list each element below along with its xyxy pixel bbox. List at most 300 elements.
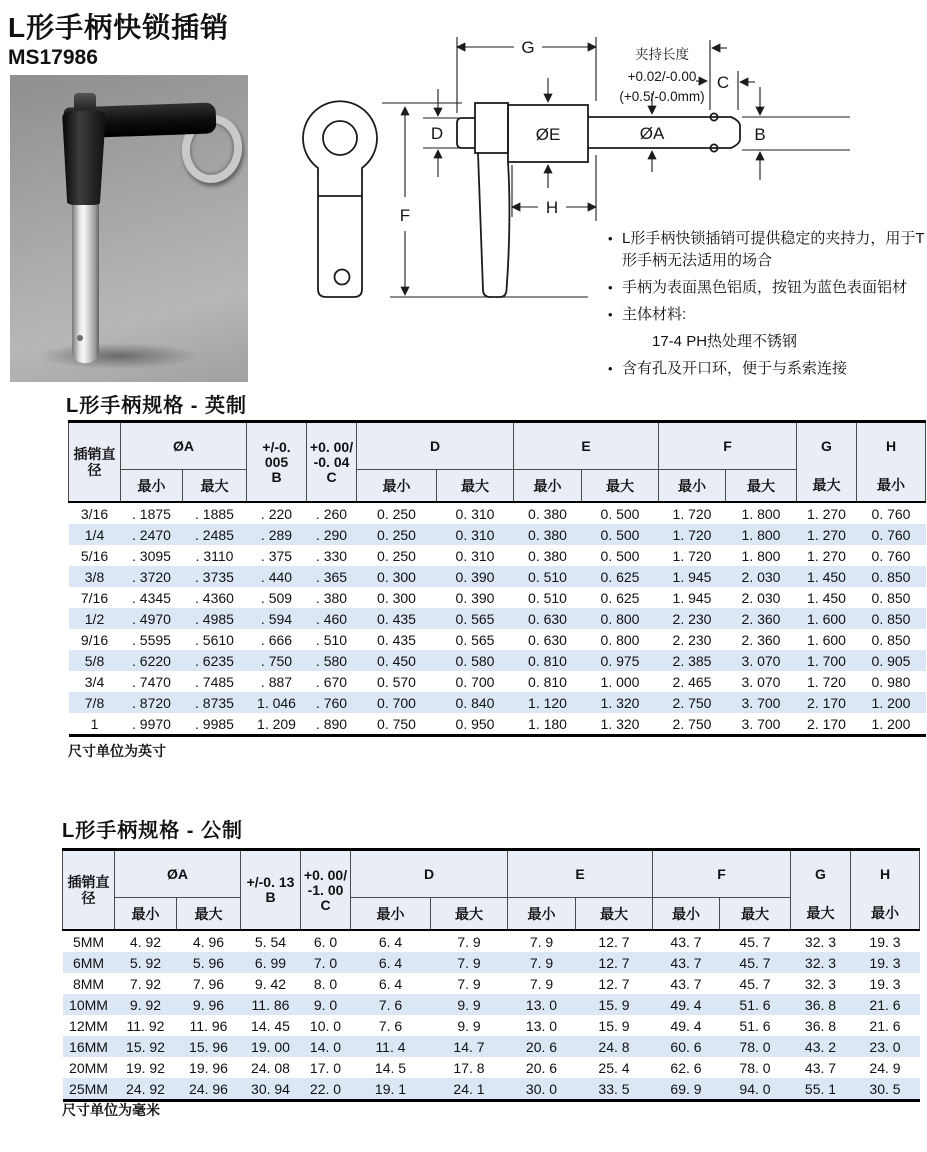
table-cell: 19. 96: [189, 1059, 228, 1076]
table-cell: 22. 0: [309, 1080, 342, 1097]
table-cell: 7. 92: [129, 975, 162, 992]
table-cell: 1. 120: [528, 694, 567, 711]
table-cell: 1. 800: [741, 526, 781, 543]
dim-label-d: D: [430, 124, 444, 143]
table-cell: 0. 905: [871, 652, 911, 669]
table-cell: 13. 0: [525, 1017, 558, 1034]
table-row: [69, 692, 926, 713]
table-cell: 2. 030: [741, 589, 781, 606]
table-cell: 0. 700: [377, 694, 416, 711]
table-cell: 25. 4: [598, 1059, 630, 1076]
b-tolerance: +/-0. 13: [246, 874, 295, 890]
table-cell: . 6220: [132, 652, 171, 669]
table-cell: 45. 7: [720, 930, 791, 952]
handle-side-view: [303, 101, 377, 297]
table-cell: . 365: [315, 568, 348, 585]
table-cell: . 1885: [183, 502, 247, 524]
table-cell: 0. 580: [455, 652, 495, 669]
table-cell: 14. 5: [374, 1059, 407, 1076]
table-cell: 5/8: [84, 652, 105, 669]
table-cell: 15. 96: [189, 1038, 228, 1055]
table-cell: 1. 270: [807, 526, 846, 543]
col-header-h: H: [851, 850, 920, 898]
table-cell: 7. 9: [431, 930, 508, 952]
table-cell: 1. 800: [726, 502, 797, 524]
col-header-g: G: [791, 850, 851, 898]
table-cell: 17. 0: [309, 1059, 342, 1076]
table-cell: 0. 800: [600, 631, 640, 648]
table-cell: 0. 435: [377, 610, 416, 627]
table-cell: 21. 6: [869, 996, 901, 1013]
table-cell: 1. 700: [807, 652, 846, 669]
table-cell: . 1875: [121, 502, 183, 524]
table-cell: 2. 230: [672, 610, 712, 627]
table-cell: . 4985: [195, 610, 234, 627]
table-cell: 0. 760: [871, 547, 911, 564]
table-cell: 5. 54: [241, 930, 301, 952]
table-cell: . 887: [260, 673, 293, 690]
table-cell: 1. 600: [807, 631, 846, 648]
table-cell: 0. 310: [437, 502, 514, 524]
table-cell: . 375: [260, 547, 293, 564]
dim-d: [423, 89, 460, 177]
table-cell: 1. 720: [659, 502, 726, 524]
table-cell: 43. 7: [670, 954, 702, 971]
table-cell: 9. 9: [457, 1017, 481, 1034]
table-cell: 0. 250: [357, 502, 437, 524]
dim-b: [742, 87, 850, 180]
table-row: [69, 713, 926, 736]
table-cell: 2. 360: [741, 610, 781, 627]
dim-h: [512, 155, 596, 221]
table-cell: 36. 8: [804, 1017, 837, 1034]
c-label: C: [320, 896, 331, 913]
table-cell: 11. 86: [251, 996, 290, 1013]
table-cell: 0. 700: [455, 673, 495, 690]
table-cell: 24. 92: [126, 1080, 165, 1097]
table-cell: 12. 7: [598, 954, 630, 971]
note-item: [608, 277, 926, 299]
table-cell: 94. 0: [739, 1080, 771, 1097]
table-cell: 2. 360: [741, 631, 781, 648]
table-cell: 1. 270: [797, 502, 857, 524]
table-cell: . 6235: [195, 652, 234, 669]
table-cell: 30. 5: [869, 1080, 901, 1097]
subheader-min: 最小: [508, 898, 576, 931]
table-cell: . 760: [315, 694, 348, 711]
table-cell: 8MM: [72, 975, 105, 992]
table-cell: 0. 800: [600, 610, 640, 627]
c-tolerance-1: +0. 00/: [303, 866, 348, 883]
table-cell: 32. 3: [791, 930, 851, 952]
bullet-icon: •: [608, 231, 613, 246]
note-item: [608, 304, 926, 326]
table-cell: 45. 7: [739, 975, 771, 992]
table-cell: 4. 96: [177, 930, 241, 952]
table-cell: 33. 5: [598, 1080, 630, 1097]
spec-table-metric: [62, 848, 920, 1102]
table-cell: 11. 96: [189, 1017, 228, 1034]
table-cell: 43. 7: [804, 1059, 837, 1076]
subheader-max: 最大: [431, 898, 508, 931]
table-cell: 0. 760: [871, 526, 911, 543]
note-text: 手柄为表面黑色铝质，按钮为蓝色表面铝材: [622, 279, 908, 296]
table-cell: 0. 810: [528, 673, 567, 690]
table-cell: . 580: [315, 652, 348, 669]
dim-g: [457, 37, 596, 113]
table-cell: 9. 96: [192, 996, 225, 1013]
table-cell: . 594: [260, 610, 293, 627]
table-cell: 0. 980: [871, 673, 911, 690]
table-cell: 36. 8: [804, 996, 837, 1013]
table-cell: 7. 6: [378, 1017, 403, 1034]
table-cell: . 3720: [132, 568, 171, 585]
table-cell: 0. 840: [455, 694, 495, 711]
table-cell: 7. 6: [378, 996, 403, 1013]
table-cell: 14. 45: [251, 1017, 290, 1034]
table-row: [63, 973, 920, 994]
c-label: C: [326, 468, 337, 485]
table-cell: 1/4: [84, 526, 105, 543]
table-cell: 55. 1: [804, 1080, 837, 1097]
table-cell: 24. 1: [453, 1080, 485, 1097]
table-cell: 2. 465: [672, 673, 712, 690]
table-cell: 9. 92: [129, 996, 162, 1013]
bullet-icon: •: [608, 361, 613, 376]
dim-f: [382, 103, 462, 295]
table-cell: 13. 0: [525, 996, 558, 1013]
subheader-max: 最大: [576, 898, 653, 931]
table-cell: 25MM: [69, 1080, 108, 1097]
table-row: [63, 1078, 920, 1101]
table-cell: 3/8: [84, 568, 105, 585]
table-cell: 49. 4: [670, 996, 702, 1013]
table-cell: 2. 170: [807, 694, 846, 711]
table-cell: 0. 250: [377, 526, 416, 543]
col-header-d: D: [357, 422, 514, 470]
b-label: B: [271, 468, 282, 485]
table-cell: . 4970: [132, 610, 171, 627]
table-cell: 0. 500: [600, 526, 640, 543]
dim-label-c: C: [716, 73, 730, 92]
table-cell: 7/8: [84, 694, 105, 711]
subheader-min: 最小: [659, 470, 726, 503]
table-cell: 24. 8: [598, 1038, 630, 1055]
bullet-icon: •: [608, 280, 613, 295]
table-cell: 15. 9: [598, 996, 630, 1013]
subheader-g-max: 最大: [791, 898, 851, 931]
unit-note-inch: 尺寸单位为英寸: [68, 743, 166, 759]
table-cell: 20. 6: [525, 1038, 558, 1055]
table-cell: . 289: [260, 526, 293, 543]
table-cell: 3. 070: [741, 673, 781, 690]
table-cell: 43. 7: [670, 975, 702, 992]
subheader-min: 最小: [653, 898, 720, 931]
table-cell: 0. 510: [528, 568, 567, 585]
table-cell: 10MM: [69, 996, 108, 1013]
table-cell: . 2470: [132, 526, 171, 543]
table-cell: 11. 92: [126, 1017, 165, 1034]
table-cell: 2. 750: [672, 715, 712, 732]
table-cell: 16MM: [69, 1038, 108, 1055]
table-cell: 0. 850: [871, 631, 911, 648]
table-cell: 6. 99: [254, 954, 287, 971]
subheader-min: 最小: [351, 898, 431, 931]
table-cell: 0. 625: [600, 568, 640, 585]
table-cell: 11. 4: [375, 1038, 406, 1055]
table-cell: 1. 209: [257, 715, 296, 732]
table-cell: 2. 230: [672, 631, 712, 648]
table-cell: 1. 320: [600, 694, 640, 711]
table-cell: 0. 390: [455, 568, 495, 585]
table-cell: 32. 3: [804, 954, 837, 971]
note-subtext: 17-4 PH热处理不锈钢: [652, 333, 798, 350]
table-cell: 49. 4: [670, 1017, 702, 1034]
table-cell: 1. 046: [257, 694, 296, 711]
table-cell: 0. 565: [455, 631, 495, 648]
col-header-pin-diameter: 插销直径: [63, 850, 115, 931]
table-cell: 1. 180: [528, 715, 567, 732]
table-cell: 7. 9: [457, 954, 481, 971]
subheader-g-max: 最大: [797, 470, 857, 503]
table-cell: . 8720: [132, 694, 171, 711]
table-cell: 30. 0: [525, 1080, 558, 1097]
col-header-e: E: [514, 422, 659, 470]
table-cell: 1. 800: [741, 547, 781, 564]
table-cell: 0. 380: [528, 547, 567, 564]
col-header-f: F: [659, 422, 797, 470]
table-cell: 14. 7: [453, 1038, 485, 1055]
dim-label-b: B: [754, 125, 766, 144]
subheader-max: 最大: [177, 898, 241, 931]
table-cell: 1. 450: [807, 568, 846, 585]
c-tolerance-2: -0. 04: [313, 453, 350, 470]
table-cell: 21. 6: [869, 1017, 901, 1034]
table-row: [69, 524, 926, 545]
table-cell: 0. 300: [377, 589, 416, 606]
table-cell: 19. 3: [869, 954, 901, 971]
table-cell: 6. 0: [301, 930, 351, 952]
photo-shaft-hole: [77, 335, 83, 341]
col-header-g: G: [797, 422, 857, 470]
table-cell: . 3735: [195, 568, 234, 585]
table-cell: 69. 9: [670, 1080, 702, 1097]
table-cell: 5. 92: [129, 954, 162, 971]
note-text: L形手柄快锁插销可提供稳定的夹持力，用于T形手柄无法适用的场合: [622, 230, 925, 269]
col-header-h: H: [857, 422, 926, 470]
photo-shadow: [38, 343, 198, 369]
subheader-max: 最大: [437, 470, 514, 503]
table-cell: 7. 0: [313, 954, 338, 971]
table-cell: 0. 500: [582, 502, 659, 524]
table-row: [69, 545, 926, 566]
table-row: [63, 952, 920, 973]
clamp-note-line1: 夹持长度: [635, 47, 689, 62]
table-cell: . 2485: [195, 526, 234, 543]
table-cell: . 9985: [195, 715, 234, 732]
table-cell: 7. 96: [192, 975, 225, 992]
note-text: 含有孔及开口环，便于与系索连接: [622, 360, 848, 377]
table-cell: 0. 850: [871, 568, 911, 585]
table-cell: . 460: [315, 610, 348, 627]
table-cell: . 8735: [195, 694, 234, 711]
table-cell: 1: [90, 715, 99, 732]
table-cell: 0. 380: [514, 502, 582, 524]
table-cell: . 509: [260, 589, 293, 606]
table-cell: 0. 630: [528, 610, 567, 627]
table-cell: . 750: [260, 652, 293, 669]
table-cell: 43. 2: [804, 1038, 837, 1055]
table-row: [69, 608, 926, 629]
table-cell: 1. 600: [807, 610, 846, 627]
table-cell: 1. 720: [807, 673, 846, 690]
table-cell: 7. 9: [508, 930, 576, 952]
dim-label-h: H: [545, 198, 559, 217]
table-cell: 23. 0: [869, 1038, 901, 1055]
table-cell: . 9970: [132, 715, 171, 732]
table-cell: 32. 3: [804, 975, 837, 992]
table-cell: 0. 570: [377, 673, 416, 690]
table-cell: 12MM: [69, 1017, 108, 1034]
clamp-length-note: [619, 46, 707, 104]
dim-label-g: G: [521, 38, 535, 57]
table-cell: 60. 6: [670, 1038, 702, 1055]
note-text: 主体材料:: [622, 306, 687, 323]
table-cell: 0. 250: [377, 547, 416, 564]
table-cell: 3. 700: [741, 715, 781, 732]
table-cell: 12. 7: [598, 975, 630, 992]
table-cell: 1. 450: [807, 589, 846, 606]
table-cell: 6. 4: [378, 975, 403, 992]
table-cell: 7. 9: [529, 975, 554, 992]
table-cell: 7. 9: [529, 954, 554, 971]
c-tolerance-1: +0. 00/: [309, 438, 354, 455]
table-cell: 1/2: [84, 610, 105, 627]
b-label: B: [265, 889, 276, 905]
table-cell: . 380: [315, 589, 348, 606]
col-header-oa: ØA: [115, 850, 241, 898]
photo-handle-grip: [62, 111, 106, 205]
c-tolerance-2: -1. 00: [307, 881, 344, 898]
table-cell: 3. 070: [741, 652, 781, 669]
table-cell: 9/16: [80, 631, 109, 648]
subheader-max: 最大: [726, 470, 797, 503]
col-header-b: [241, 850, 301, 931]
table-cell: 0. 810: [528, 652, 567, 669]
table-cell: 5. 96: [192, 954, 225, 971]
bullet-icon: •: [608, 307, 613, 322]
table-cell: 20. 6: [525, 1059, 558, 1076]
clamp-note-line3: (+0.5/-0.0mm): [619, 89, 705, 104]
table-cell: 0. 310: [455, 547, 495, 564]
table-cell: 1. 000: [600, 673, 640, 690]
table-cell: 2. 750: [672, 694, 712, 711]
b-tolerance: +/-0. 005: [262, 438, 291, 470]
col-header-oa: ØA: [121, 422, 247, 470]
notes-list: [608, 228, 926, 385]
subheader-min: 最小: [357, 470, 437, 503]
table-row: [69, 587, 926, 608]
table-cell: 0. 625: [600, 589, 640, 606]
subheader-h-min: 最小: [857, 470, 926, 503]
table-cell: 12. 7: [576, 930, 653, 952]
table-cell: . 220: [247, 502, 307, 524]
table-cell: 0. 300: [377, 568, 416, 585]
table-cell: 19. 3: [851, 930, 920, 952]
note-item: [608, 228, 926, 272]
subheader-max: 最大: [720, 898, 791, 931]
table-cell: 43. 7: [653, 930, 720, 952]
subheader-h-min: 最小: [851, 898, 920, 931]
table-row: [63, 1057, 920, 1078]
table-cell: 3. 700: [741, 694, 781, 711]
table-cell: 0. 975: [600, 652, 640, 669]
table-cell: 24. 08: [251, 1059, 290, 1076]
dim-label-oe: ØE: [535, 125, 561, 144]
table-row: [69, 502, 926, 524]
table-cell: 15. 9: [598, 1017, 630, 1034]
table-cell: 45. 7: [739, 954, 771, 971]
table-cell: 51. 6: [739, 996, 771, 1013]
table-cell: . 5595: [132, 631, 171, 648]
page-title: L形手柄快锁插销: [8, 12, 230, 43]
table-row: [63, 930, 920, 952]
section-title-metric: L形手柄规格 - 公制: [62, 820, 243, 842]
col-header-c: [307, 422, 357, 503]
table-cell: . 666: [260, 631, 293, 648]
table-cell: 0. 435: [377, 631, 416, 648]
table-cell: 0. 950: [455, 715, 495, 732]
table-cell: 0. 850: [871, 589, 911, 606]
table-cell: 2. 385: [672, 652, 712, 669]
table-row: [69, 566, 926, 587]
table-cell: 5/16: [80, 547, 109, 564]
table-cell: 0. 565: [455, 610, 495, 627]
table-cell: 20MM: [69, 1059, 108, 1076]
table-row: [69, 671, 926, 692]
table-cell: 6. 4: [351, 930, 431, 952]
dim-label-oa: ØA: [639, 124, 665, 143]
subheader-max: 最大: [183, 470, 247, 503]
subheader-min: 最小: [115, 898, 177, 931]
table-cell: . 4345: [132, 589, 171, 606]
table-cell: 15. 92: [126, 1038, 165, 1055]
dim-oe: [536, 78, 561, 188]
table-cell: . 7470: [132, 673, 171, 690]
table-cell: 9. 0: [313, 996, 338, 1013]
table-cell: 0. 850: [871, 610, 911, 627]
note-item: [608, 358, 926, 380]
spec-table-inch: [68, 420, 926, 737]
table-cell: 7. 9: [457, 975, 481, 992]
dim-c: [710, 40, 755, 110]
table-cell: . 670: [315, 673, 348, 690]
table-cell: 78. 0: [739, 1038, 771, 1055]
table-cell: 24. 96: [189, 1080, 228, 1097]
table-cell: 3/4: [84, 673, 105, 690]
table-cell: 6MM: [72, 954, 105, 971]
table-cell: 1. 945: [672, 589, 712, 606]
table-cell: 5MM: [63, 930, 115, 952]
table-cell: . 4360: [195, 589, 234, 606]
table-cell: 10. 0: [309, 1017, 342, 1034]
col-header-c: [301, 850, 351, 931]
subheader-max: 最大: [582, 470, 659, 503]
product-photo: [10, 75, 248, 382]
table-cell: . 510: [315, 631, 348, 648]
col-header-d: D: [351, 850, 508, 898]
dim-oa: [640, 93, 665, 172]
